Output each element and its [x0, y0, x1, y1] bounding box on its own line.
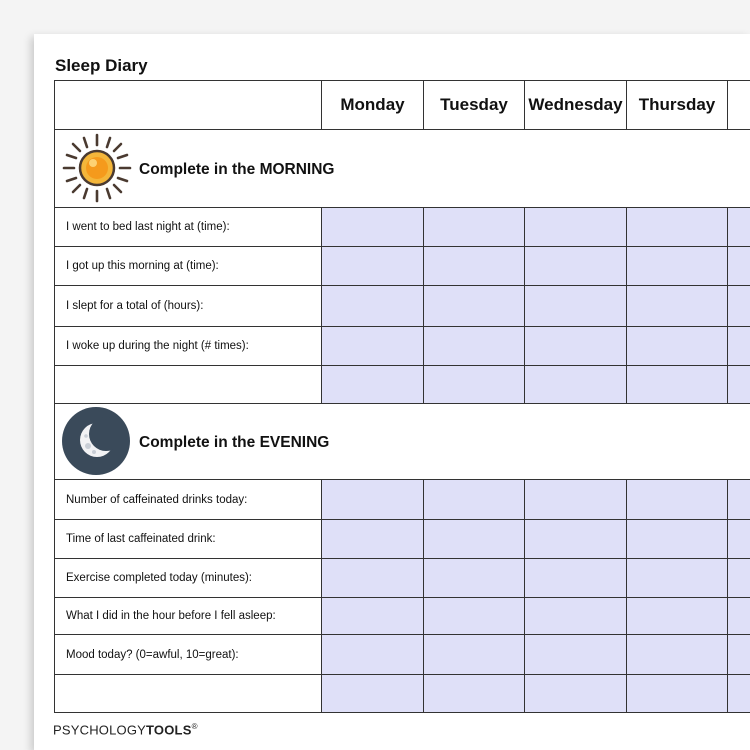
psychology-tools-logo — [53, 722, 198, 737]
entry-cell[interactable] — [627, 247, 728, 285]
entry-cell[interactable] — [728, 286, 750, 326]
entry-cell[interactable] — [525, 559, 627, 597]
entry-cell[interactable] — [525, 327, 627, 365]
entry-cell[interactable] — [627, 598, 728, 634]
table-row — [55, 598, 750, 635]
entry-cell[interactable] — [525, 208, 627, 246]
row-label — [55, 366, 322, 403]
day-header: Tuesday — [424, 81, 525, 129]
entry-cell[interactable] — [322, 675, 424, 712]
row-label: I went to bed last night at (time): — [55, 208, 322, 246]
row-label — [55, 675, 322, 712]
day-header: Wednesday — [525, 81, 627, 129]
entry-cell[interactable] — [424, 286, 525, 326]
row-label: Exercise completed today (minutes): — [55, 559, 322, 597]
entry-cell[interactable] — [627, 327, 728, 365]
table-row — [55, 247, 750, 286]
entry-cell[interactable] — [728, 327, 750, 365]
entry-cell[interactable] — [424, 480, 525, 519]
table-row — [55, 327, 750, 366]
entry-cell[interactable] — [424, 247, 525, 285]
evening-section-header — [55, 404, 750, 480]
entry-cell[interactable] — [627, 559, 728, 597]
entry-cell[interactable] — [424, 598, 525, 634]
entry-cell[interactable] — [322, 635, 424, 674]
moon-icon — [61, 406, 131, 476]
entry-cell[interactable] — [322, 327, 424, 365]
entry-cell[interactable] — [525, 366, 627, 403]
logo-registered-mark: ® — [191, 722, 198, 731]
entry-cell[interactable] — [525, 675, 627, 712]
table-row — [55, 559, 750, 598]
entry-cell[interactable] — [627, 286, 728, 326]
table-row — [55, 286, 750, 327]
entry-cell[interactable] — [322, 286, 424, 326]
entry-cell[interactable] — [525, 635, 627, 674]
entry-cell[interactable] — [525, 247, 627, 285]
entry-cell[interactable] — [728, 480, 750, 519]
page-title: Sleep Diary — [55, 56, 148, 75]
sun-icon — [60, 131, 134, 205]
row-label: What I did in the hour before I fell asleep: — [55, 598, 322, 634]
entry-cell[interactable] — [627, 208, 728, 246]
entry-cell[interactable] — [728, 366, 750, 403]
table-row — [55, 675, 750, 712]
day-header: Thursday — [627, 81, 728, 129]
diary-table — [54, 80, 750, 713]
entry-cell[interactable] — [728, 208, 750, 246]
logo-text-part1: PSYCHOLOGY — [53, 722, 147, 738]
morning-heading: Complete in the MORNING — [139, 161, 335, 178]
entry-cell[interactable] — [525, 286, 627, 326]
table-row — [55, 366, 750, 404]
entry-cell[interactable] — [728, 247, 750, 285]
row-label: Time of last caffeinated drink: — [55, 520, 322, 558]
table-row — [55, 480, 750, 520]
entry-cell[interactable] — [424, 635, 525, 674]
entry-cell[interactable] — [525, 520, 627, 558]
entry-cell[interactable] — [627, 635, 728, 674]
entry-cell[interactable] — [728, 675, 750, 712]
entry-cell[interactable] — [424, 675, 525, 712]
table-row — [55, 208, 750, 247]
entry-cell[interactable] — [728, 598, 750, 634]
entry-cell[interactable] — [424, 208, 525, 246]
entry-cell[interactable] — [627, 480, 728, 519]
entry-cell[interactable] — [424, 520, 525, 558]
entry-cell[interactable] — [728, 559, 750, 597]
table-row — [55, 520, 750, 559]
entry-cell[interactable] — [627, 675, 728, 712]
entry-cell[interactable] — [322, 247, 424, 285]
row-label: Mood today? (0=awful, 10=great): — [55, 635, 322, 674]
entry-cell[interactable] — [525, 598, 627, 634]
evening-heading: Complete in the EVENING — [139, 434, 330, 451]
table-row — [55, 635, 750, 675]
entry-cell[interactable] — [322, 598, 424, 634]
header-row — [55, 81, 750, 130]
entry-cell[interactable] — [424, 559, 525, 597]
row-label: I slept for a total of (hours): — [55, 286, 322, 326]
row-label: Number of caffeinated drinks today: — [55, 480, 322, 519]
entry-cell[interactable] — [424, 327, 525, 365]
entry-cell[interactable] — [728, 635, 750, 674]
entry-cell[interactable] — [322, 559, 424, 597]
entry-cell[interactable] — [322, 480, 424, 519]
entry-cell[interactable] — [322, 520, 424, 558]
entry-cell[interactable] — [424, 366, 525, 403]
logo-text-part2: TOOLS — [146, 722, 192, 738]
header-blank-cell — [55, 81, 322, 129]
entry-cell[interactable] — [728, 520, 750, 558]
day-header: Monday — [322, 81, 424, 129]
entry-cell[interactable] — [322, 208, 424, 246]
entry-cell[interactable] — [525, 480, 627, 519]
entry-cell[interactable] — [627, 520, 728, 558]
row-label: I woke up during the night (# times): — [55, 327, 322, 365]
morning-section-header — [55, 130, 750, 208]
row-label: I got up this morning at (time): — [55, 247, 322, 285]
entry-cell[interactable] — [627, 366, 728, 403]
entry-cell[interactable] — [322, 366, 424, 403]
